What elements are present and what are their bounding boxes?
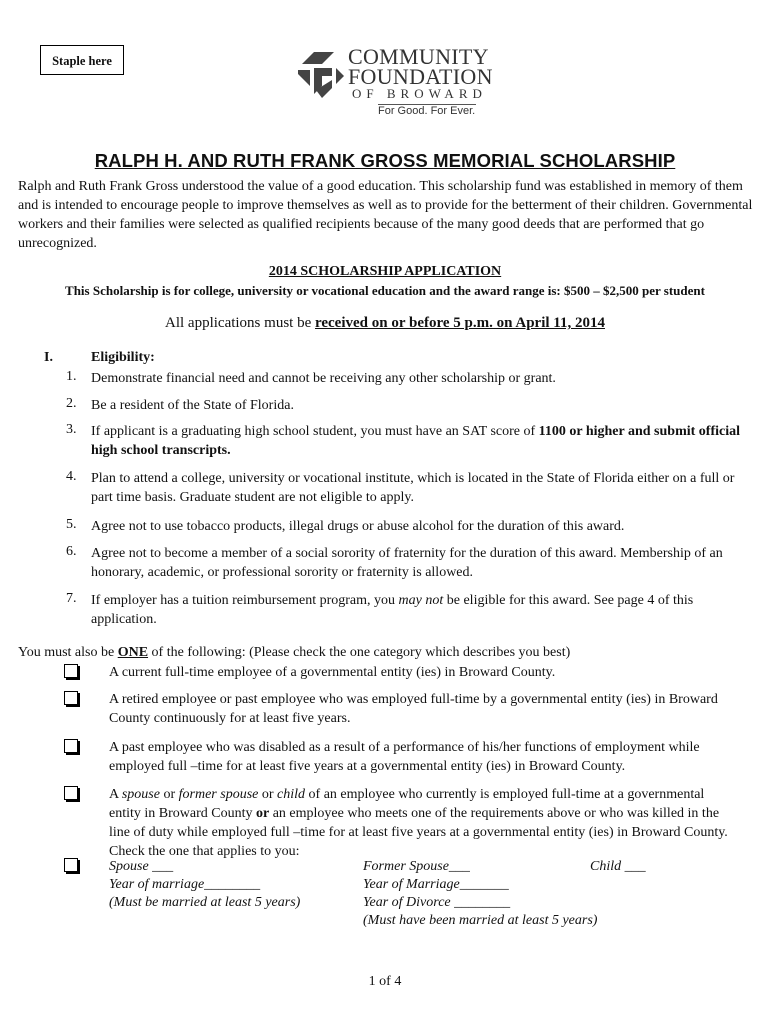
logo-text-of-broward: OF BROWARD <box>352 86 487 101</box>
category-checkbox-current-employee[interactable] <box>64 664 78 678</box>
list-item-number: 5. <box>66 517 77 532</box>
category-text: of an employee who currently is employed full-time at a governmental entity in Broward County <box>109 787 705 821</box>
intro-paragraph: Ralph and Ruth Frank Gross understood the value of a good education. This scholarship fund was established in memory of them and is intended to encourage people to improve themselves as well as to provide for the betterment of their children. Governmental workers and their families were selected as qualified recipients because of the many good deeds that are performed that go unrecognized. <box>18 179 753 251</box>
list-item-number: 7. <box>66 591 77 606</box>
application-heading: 2014 SCHOLARSHIP APPLICATION <box>268 264 502 279</box>
category-text-bold: or <box>256 806 270 821</box>
former-spouse-note: (Must have been married at least 5 years) <box>363 913 598 928</box>
award-range: This Scholarship is for college, university or vocational education and the award range is: $500 – $2,500 per student <box>65 283 705 298</box>
list-item-number: 3. <box>66 422 77 437</box>
list-item: Demonstrate financial need and cannot be receiving any other scholarship or grant. <box>91 371 556 386</box>
list-item <box>91 422 741 460</box>
item-text-bold: 1100 or higher and submit official high school transcripts. <box>91 424 740 458</box>
instruction-suffix: of the following: (Please check the one category which describes you best) <box>148 645 571 660</box>
relation-checkbox[interactable] <box>64 858 78 872</box>
category-label <box>109 785 739 861</box>
former-year-of-marriage-field[interactable]: Year of Marriage_______ <box>363 877 509 892</box>
page-number: 1 of 4 <box>368 974 402 989</box>
category-instruction <box>18 645 753 661</box>
spouse-year-of-marriage-field[interactable]: Year of marriage________ <box>109 877 261 892</box>
category-label: A current full-time employee of a governmental entity (ies) in Broward County. <box>109 665 556 680</box>
category-text: or <box>159 787 179 802</box>
logo-text-foundation: FOUNDATION <box>348 64 493 89</box>
list-item-number: 1. <box>66 369 77 384</box>
item-text: If applicant is a graduating high school student, you must have an SAT score of <box>91 424 539 439</box>
instruction-prefix: You must also be <box>18 645 118 660</box>
logo-tagline: For Good. For Ever. <box>378 105 476 117</box>
category-checkbox-disabled-employee[interactable] <box>64 739 78 753</box>
list-item: Agree not to use tobacco products, illegal drugs or abuse alcohol for the duration of this award. <box>91 519 625 534</box>
category-text-italic: child <box>277 787 306 802</box>
list-item: Be a resident of the State of Florida. <box>91 398 294 413</box>
list-item: Agree not to become a member of a social sorority of fraternity for the duration of this award. Membership of an honorary, academic, or professional sorority or fraternity is allowed. <box>91 546 723 580</box>
list-item-number: 4. <box>66 469 77 484</box>
category-text-italic: spouse <box>121 787 160 802</box>
category-text-italic: former spouse <box>178 787 259 802</box>
list-item <box>91 591 741 629</box>
item-text: be eligible for this award. See page 4 of this application. <box>91 593 694 627</box>
spouse-option[interactable]: Spouse ___ <box>109 859 174 874</box>
category-text: an employee who meets one of the requirements above or who was killed in the line of duty while employed full –time for at least five years at a governmental entity (ies) in Broward County. Check the one that applies to you: <box>109 806 728 859</box>
deadline-line <box>0 315 770 332</box>
community-foundation-logo-icon <box>292 46 348 102</box>
item-text-italic: may not <box>398 593 444 608</box>
category-checkbox-retired-employee[interactable] <box>64 691 78 705</box>
list-item-number: 6. <box>66 544 77 559</box>
category-checkbox-family-member[interactable] <box>64 786 78 800</box>
section-heading: Eligibility: <box>91 350 155 365</box>
child-option[interactable]: Child ___ <box>590 859 646 874</box>
instruction-emphasis: ONE <box>117 645 149 660</box>
logo-text-community: COMMUNITY <box>348 44 489 69</box>
staple-here-box: Staple here <box>40 45 124 75</box>
former-year-of-divorce-field[interactable]: Year of Divorce ________ <box>363 895 511 910</box>
former-spouse-option[interactable]: Former Spouse___ <box>363 859 470 874</box>
category-label: A retired employee or past employee who was employed full-time by a governmental entity (ies) in Broward County continuously for at least five years. <box>109 692 718 726</box>
section-number: I. <box>44 350 53 365</box>
category-label: A past employee who was disabled as a result of a performance of his/her functions of employment while employed full –time for at least five years at a governmental entity (ies) in Broward County. <box>109 740 700 774</box>
deadline-prefix: All applications must be <box>165 315 315 331</box>
category-text: A <box>109 787 122 802</box>
spouse-note: (Must be married at least 5 years) <box>109 895 301 910</box>
category-text: or <box>258 787 278 802</box>
document-title: RALPH H. AND RUTH FRANK GROSS MEMORIAL SCHOLARSHIP <box>94 150 676 171</box>
list-item-number: 2. <box>66 396 77 411</box>
list-item: Plan to attend a college, university or vocational institute, which is located in the State of Florida either on a full or part time basis. Graduate student are not eligible to apply. <box>91 471 735 505</box>
item-text: If employer has a tuition reimbursement program, you <box>91 593 399 608</box>
deadline-date: received on or before 5 p.m. on April 11, 2014 <box>314 315 605 331</box>
